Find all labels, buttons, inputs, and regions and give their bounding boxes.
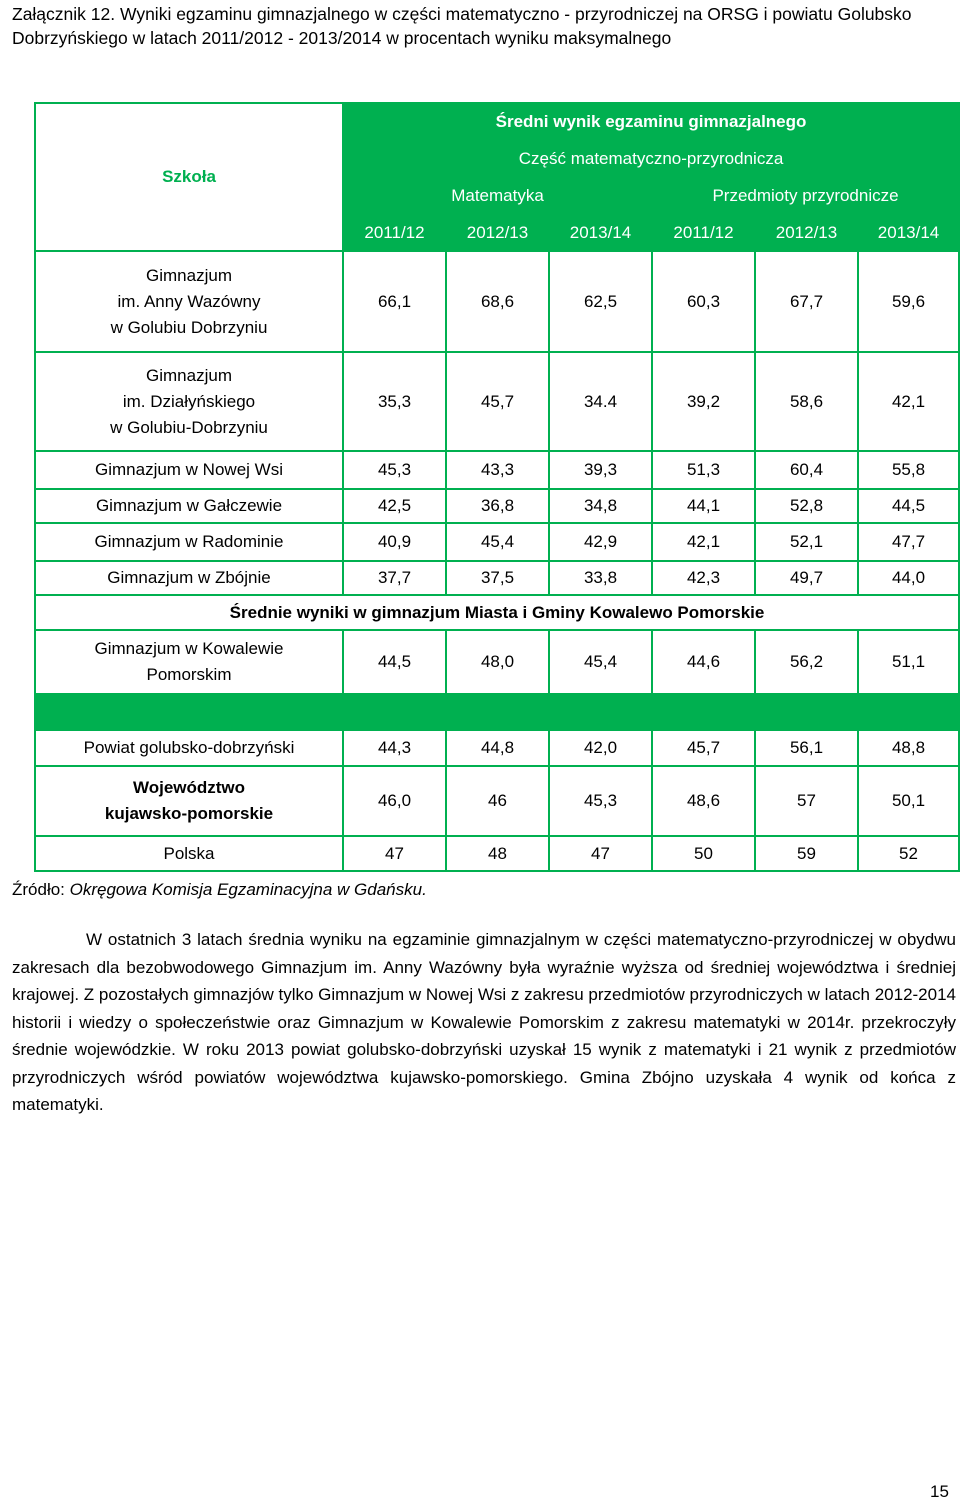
part-header-cell: Część matematyczno-przyrodnicza <box>343 140 959 177</box>
table-row <box>35 836 959 871</box>
group-science-header: Przedmioty przyrodnicze <box>652 177 959 214</box>
value-cell: 45,3 <box>549 766 652 836</box>
value-cell: 40,9 <box>343 523 446 561</box>
school-name-line: Województwo <box>132 778 246 797</box>
value-cell: 48,8 <box>858 730 959 766</box>
school-name-line: Gimnazjum <box>146 365 232 385</box>
value-cell: 51,1 <box>858 630 959 694</box>
value-cell: 47,7 <box>858 523 959 561</box>
value-cell: 45,4 <box>446 523 549 561</box>
source-label: Źródło: <box>12 880 70 899</box>
value-cell: 66,1 <box>343 251 446 352</box>
school-name-cell: Gimnazjum w Zbójnie <box>35 561 343 595</box>
value-cell: 47 <box>549 836 652 871</box>
value-cell: 68,6 <box>446 251 549 352</box>
value-cell: 45,3 <box>343 451 446 489</box>
value-cell: 35,3 <box>343 352 446 451</box>
school-name-line: Gimnazjum <box>146 265 232 285</box>
page-heading: Załącznik 12. Wyniki egzaminu gimnazjalnego w części matematyczno - przyrodniczej na ORSG i powiatu Golubsko Dobrzyńskiego w latach 2011/2012 - 2013/2014 w procentach wyniku maksymalnego <box>12 4 912 48</box>
value-cell: 44,1 <box>652 489 755 523</box>
value-cell: 44,0 <box>858 561 959 595</box>
school-name-cell: Gimnazjum w Radominie <box>35 523 343 561</box>
table-row <box>35 451 959 489</box>
value-cell: 60,3 <box>652 251 755 352</box>
body-paragraph: W ostatnich 3 latach średnia wyniku na egzaminie gimnazjalnym w części matematyczno-przyrodniczej w obydwu zakresach dla bezobwodowego Gimnazjum im. Anny Wazówny była wyraźnie wyższa od średniej województwa i średniej krajowej. Z pozostałych gimnazjów tylko Gimnazjum w Nowej Wsi z zakresu przedmiotów przyrodniczych w latach 2012-2014 historii i wiedzy o społeczeństwie oraz Gimnazjum w Kowalewie Pomorskim z zakresu matematyki w 2014r. przekroczyły średnie wojewódzkie. W roku 2013 powiat golubsko-dobrzyński uzyskał 15 wynik z matematyki i 21 wynik z przedmiotów przyrodniczych wśród powiatów województwa kujawsko-pomorskiego. Gmina Zbójno uzyskała 4 wynik od końca z matematyki. <box>12 930 956 1114</box>
school-name-cell <box>35 766 343 836</box>
separator-cell <box>35 694 959 730</box>
school-name-cell <box>35 352 343 451</box>
value-cell: 34.4 <box>549 352 652 451</box>
value-cell: 60,4 <box>755 451 858 489</box>
table-row <box>35 251 959 352</box>
page-number: 15 <box>930 1482 949 1501</box>
value-cell: 59 <box>755 836 858 871</box>
year-header: 2012/13 <box>446 214 549 251</box>
school-name-line: Gimnazjum w Kowalewie <box>94 639 284 658</box>
value-cell: 59,6 <box>858 251 959 352</box>
school-name-line: im. Anny Wazówny <box>117 291 261 311</box>
school-name-cell: Polska <box>35 836 343 871</box>
table-row <box>35 766 959 836</box>
value-cell: 48,6 <box>652 766 755 836</box>
source-text: Okręgowa Komisja Egzaminacyjna w Gdańsku. <box>69 880 427 899</box>
value-cell: 47 <box>343 836 446 871</box>
value-cell: 57 <box>755 766 858 836</box>
value-cell: 55,8 <box>858 451 959 489</box>
value-cell: 43,3 <box>446 451 549 489</box>
table-row <box>35 352 959 451</box>
value-cell: 45,7 <box>652 730 755 766</box>
main-header-cell: Średni wynik egzaminu gimnazjalnego <box>343 103 959 140</box>
year-header: 2012/13 <box>755 214 858 251</box>
section-title-row <box>35 595 959 630</box>
value-cell: 56,1 <box>755 730 858 766</box>
value-cell: 39,2 <box>652 352 755 451</box>
value-cell: 52 <box>858 836 959 871</box>
value-cell: 58,6 <box>755 352 858 451</box>
school-name-line: kujawsko-pomorskie <box>104 804 274 823</box>
table-row <box>35 489 959 523</box>
value-cell: 49,7 <box>755 561 858 595</box>
table-row <box>35 523 959 561</box>
separator-row <box>35 694 959 730</box>
value-cell: 44,6 <box>652 630 755 694</box>
value-cell: 42,0 <box>549 730 652 766</box>
source-note <box>12 878 427 902</box>
year-header: 2011/12 <box>652 214 755 251</box>
group-math-header: Matematyka <box>343 177 652 214</box>
year-header: 2013/14 <box>549 214 652 251</box>
value-cell: 50 <box>652 836 755 871</box>
section-title: Średnie wyniki w gimnazjum Miasta i Gminy Kowalewo Pomorskie <box>35 595 959 630</box>
value-cell: 34,8 <box>549 489 652 523</box>
school-name-line: im. Działyńskiego <box>122 391 256 411</box>
value-cell: 52,8 <box>755 489 858 523</box>
school-column-header: Szkoła <box>35 103 343 251</box>
school-name-cell: Powiat golubsko-dobrzyński <box>35 730 343 766</box>
value-cell: 36,8 <box>446 489 549 523</box>
value-cell: 46,0 <box>343 766 446 836</box>
value-cell: 44,5 <box>343 630 446 694</box>
value-cell: 56,2 <box>755 630 858 694</box>
value-cell: 67,7 <box>755 251 858 352</box>
school-name-line: Pomorskim <box>146 665 232 684</box>
table-row <box>35 561 959 595</box>
table-row <box>35 730 959 766</box>
value-cell: 44,5 <box>858 489 959 523</box>
value-cell: 42,1 <box>858 352 959 451</box>
school-name-cell <box>35 251 343 352</box>
year-header: 2013/14 <box>858 214 959 251</box>
value-cell: 44,8 <box>446 730 549 766</box>
value-cell: 48 <box>446 836 549 871</box>
value-cell: 45,7 <box>446 352 549 451</box>
value-cell: 42,3 <box>652 561 755 595</box>
table-row <box>35 630 959 694</box>
value-cell: 42,1 <box>652 523 755 561</box>
value-cell: 50,1 <box>858 766 959 836</box>
value-cell: 37,5 <box>446 561 549 595</box>
value-cell: 48,0 <box>446 630 549 694</box>
value-cell: 46 <box>446 766 549 836</box>
school-name-cell <box>35 630 343 694</box>
year-header: 2011/12 <box>343 214 446 251</box>
value-cell: 37,7 <box>343 561 446 595</box>
value-cell: 39,3 <box>549 451 652 489</box>
school-name-line: w Golubiu-Dobrzyniu <box>110 417 268 437</box>
value-cell: 42,5 <box>343 489 446 523</box>
header-row-main <box>35 103 959 140</box>
results-table <box>34 102 960 872</box>
value-cell: 45,4 <box>549 630 652 694</box>
school-name-line: w Golubiu Dobrzyniu <box>110 317 268 337</box>
value-cell: 42,9 <box>549 523 652 561</box>
value-cell: 44,3 <box>343 730 446 766</box>
school-name-cell: Gimnazjum w Gałczewie <box>35 489 343 523</box>
value-cell: 51,3 <box>652 451 755 489</box>
school-name-cell: Gimnazjum w Nowej Wsi <box>35 451 343 489</box>
value-cell: 33,8 <box>549 561 652 595</box>
value-cell: 62,5 <box>549 251 652 352</box>
value-cell: 52,1 <box>755 523 858 561</box>
